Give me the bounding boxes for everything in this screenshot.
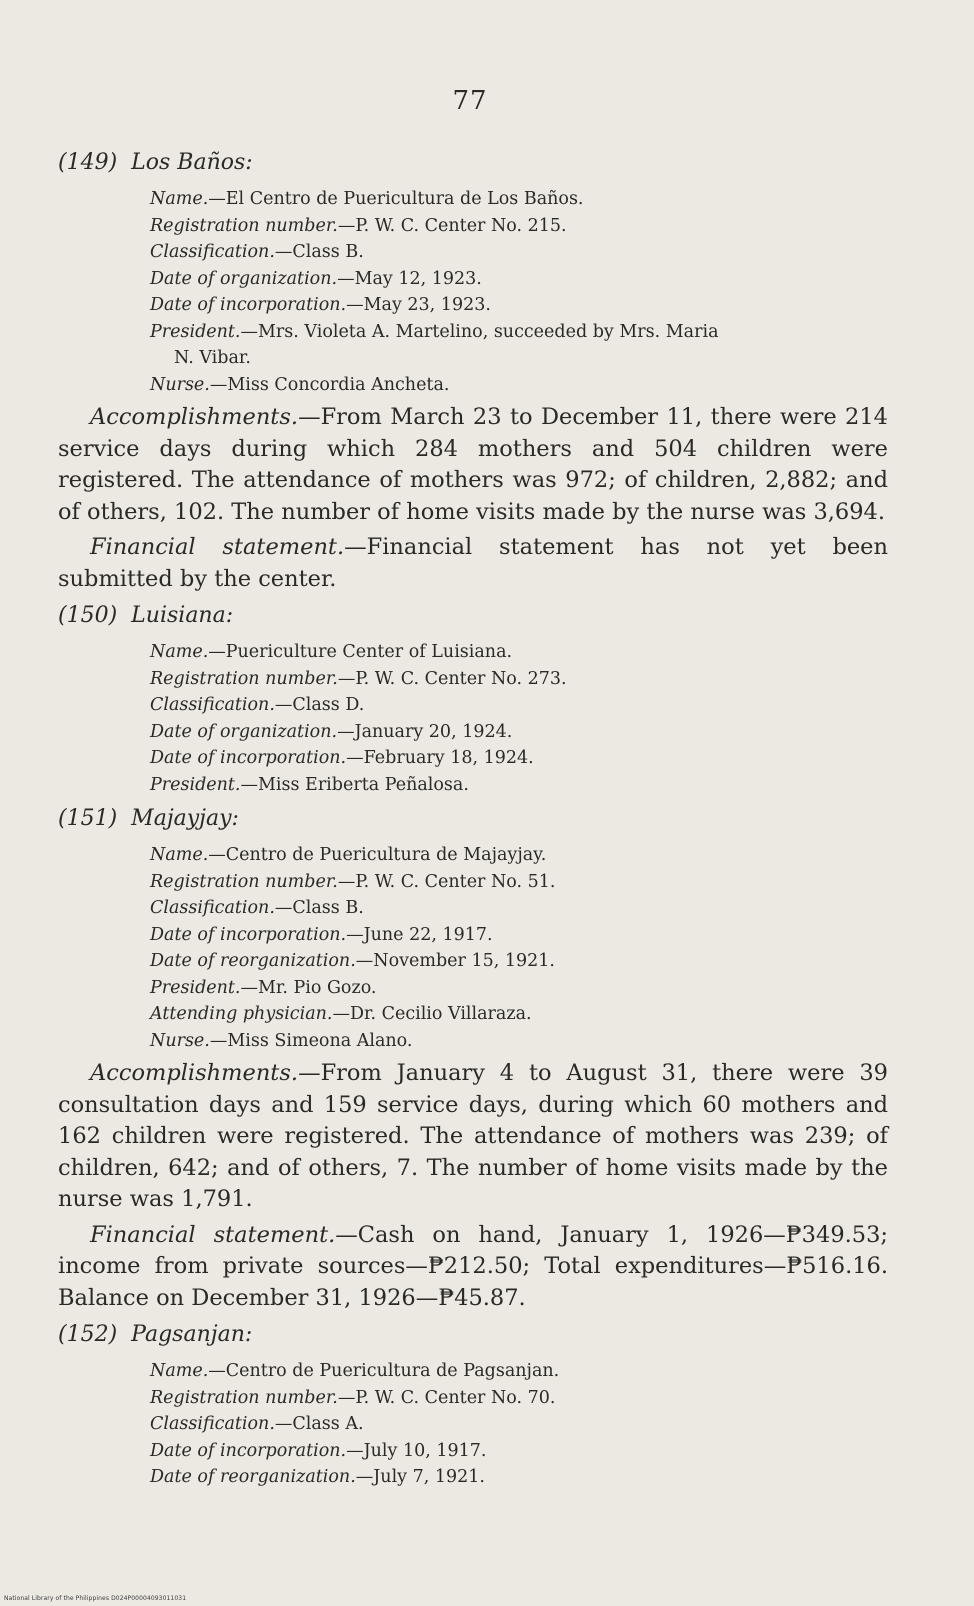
page-number: 77: [452, 86, 488, 116]
financial-statement-paragraph: Financial statement.—Cash on hand, January 1, 1926—₱349.53; income from private sources—₱212.50; Total expenditures—₱516.16. Balance on December 31, 1926—₱45.87.: [58, 1221, 888, 1311]
field-president: President.—Miss Eriberta Peñalosa.: [150, 774, 469, 795]
field-registration-number: Registration number.—P. W. C. Center No. 273.: [150, 668, 567, 689]
scan-footer-text: National Library of the Philippines D024P00004093011031: [4, 1595, 187, 1602]
field-date-of-organization: Date of organization.—May 12, 1923.: [150, 268, 482, 289]
entry-151: [58, 804, 888, 1314]
field-name: Name.—El Centro de Puericultura de Los Baños.: [150, 189, 584, 209]
entry-152: [58, 1320, 888, 1491]
entry-number: (149): [58, 150, 118, 175]
entry-place: Pagsanjan:: [131, 1322, 253, 1347]
field-name: Name.—Puericulture Center of Luisiana.: [150, 642, 513, 662]
entry-149: [58, 148, 888, 595]
field-registration-number: Registration number.—P. W. C. Center No. 51.: [150, 871, 556, 892]
entry-heading: [58, 804, 888, 834]
entry-place: Luisiana:: [131, 603, 234, 628]
field-registration-number: Registration number.—P. W. C. Center No. 70.: [150, 1387, 556, 1408]
entry-number: (151): [58, 806, 118, 831]
field-date-of-incorporation: Date of incorporation.—May 23, 1923.: [150, 295, 491, 315]
field-classification: Classification.—Class B.: [150, 898, 364, 918]
field-president: President.—Mrs. Violeta A. Martelino, succeeded by Mrs. Maria N. Vibar.: [150, 321, 719, 368]
entry-place: Los Baños:: [131, 150, 253, 175]
financial-statement-paragraph: Financial statement.—Financial statement has not yet been submitted by the center.: [58, 534, 888, 592]
field-date-of-incorporation: Date of incorporation.—February 18, 1924.: [150, 748, 534, 768]
entry-fields: [150, 842, 888, 1054]
entry-heading: [58, 148, 888, 178]
field-date-of-incorporation: Date of incorporation.—June 22, 1917.: [150, 924, 493, 945]
entry-heading: [58, 1320, 888, 1350]
field-president: President.—Mr. Pio Gozo.: [150, 977, 377, 998]
entry-fields: [150, 639, 888, 798]
field-classification: Classification.—Class A.: [150, 1414, 364, 1434]
field-name: Name.—Centro de Puericultura de Pagsanjan.: [150, 1361, 560, 1381]
accomplishments-paragraph: Accomplishments.—From March 23 to December 11, there were 214 service days during which 284 mothers and 504 children were registered. The attendance of mothers was 972; of children, 2,882; and of others, 102. The number of home visits made by the nurse was 3,694.: [58, 404, 888, 525]
entry-fields: [150, 1358, 888, 1491]
field-date-of-reorganization: Date of reorganization.—July 7, 1921.: [150, 1467, 485, 1487]
field-name: Name.—Centro de Puericultura de Majayjay.: [150, 845, 547, 865]
entry-number: (152): [58, 1322, 118, 1347]
field-nurse: Nurse.—Miss Simeona Alano.: [150, 1030, 413, 1051]
entry-place: Majayjay:: [131, 806, 239, 831]
field-date-of-reorganization: Date of reorganization.—November 15, 1921.: [150, 951, 555, 971]
field-registration-number: Registration number.—P. W. C. Center No. 215.: [150, 215, 567, 236]
field-classification: Classification.—Class B.: [150, 242, 364, 262]
field-date-of-organization: Date of organization.—January 20, 1924.: [150, 721, 513, 742]
entry-number: (150): [58, 603, 118, 628]
field-nurse: Nurse.—Miss Concordia Ancheta.: [150, 374, 450, 395]
entry-150: [58, 601, 888, 798]
entry-fields: [150, 186, 888, 398]
entry-heading: [58, 601, 888, 631]
field-classification: Classification.—Class D.: [150, 695, 365, 715]
field-date-of-incorporation: Date of incorporation.—July 10, 1917.: [150, 1440, 487, 1461]
accomplishments-paragraph: Accomplishments.—From January 4 to August 31, there were 39 consultation days and 159 service days, during which 60 mothers and 162 children were registered. The attendance of mothers was 239; of children, 642; and of others, 7. The number of home visits made by the nurse was 1,791.: [58, 1060, 888, 1212]
field-attending-physician: Attending physician.—Dr. Cecilio Villaraza.: [150, 1004, 532, 1024]
page-content: [58, 148, 888, 1491]
